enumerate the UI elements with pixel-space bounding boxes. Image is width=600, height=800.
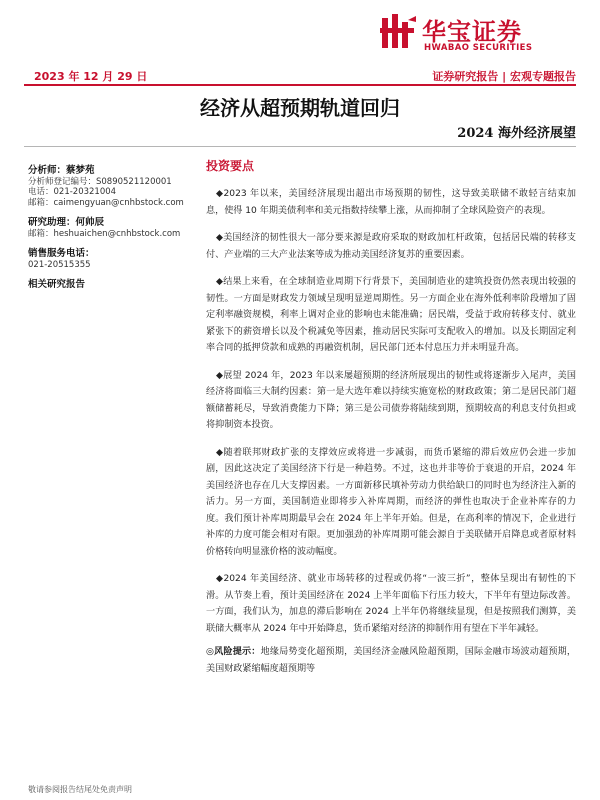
paragraph: ◆结果上来看，在全球制造业周期下行背景下，美国制造业的建筑投资仍然表现出较强的韧性。一方面是财政发力领域呈现明显逆周期性。另一方面企业在海外低利率阶段增加了固定利率融资规模，利率上调对企业的影响也未能准确；居民端，受益于政府转移支付、就业紧张下的薪资增长以及个税减免等因素，推动居民实际可支配收入的增加。以及长期固定利率合同的抵押贷款和成熟的再融资机制，居民部门还本付息压力并未明显升高。 (206, 277, 576, 353)
sales-label: 销售服务电话： (28, 248, 95, 259)
author-sidebar (28, 166, 188, 291)
risk-label: ◎风险提示： (206, 647, 261, 657)
paragraph: ◆展望 2024 年，2023 年以来屡超预期的经济所展现出的韧性或将逐渐步入尾声，美国经济将面临三大制约因素：第一是大选年难以持续实施宽松的财政政策；第二是居民部门超额储蓄耗尽，导致消费能力下降；第三是公司债券将陆续到期，预期较高的利息支付负担或将抑制资本投资。 (206, 370, 576, 430)
analyst-email[interactable]: 邮箱：caimengyuan@cnhbstock.com (28, 197, 184, 208)
huabao-logo-icon (378, 12, 418, 52)
analyst-phone: 电话：021-20321004 (28, 187, 117, 197)
paragraph: ◆随着联邦财政扩张的支撑效应或将进一步减弱，而货币紧缩的滞后效应仍会进一步加剧，因此这决定了美国经济下行是一种趋势。不过，这也并非等价于衰退的开启，2024 年美国经济也存在几大支撑因素。一方面新移民填补劳动力供给缺口的同时也为经济注入新的活力。另一方面，美国制造业即将步入补库周期，而经济的弹性也取决于企业补库存的力度。我们预计补库周期最早会在 2024 年上半年开始。但是，在高利率的情况下，企业进行补库的力度可能会相对有限。更加强劲的补库周期可能会源自于美联储开启降息或者原材料价格转向明显涨价格的波动幅度。 (206, 447, 576, 557)
report-subtitle: 2024 海外经济展望 (457, 126, 576, 141)
report-type: 证券研究报告 | 宏观专题报告 (432, 70, 576, 83)
risk-text: 地缘局势变化超预期，美国经济金融风险超预期，国际金融市场波动超预期，美国财政紧缩幅度超预期等 (206, 647, 576, 674)
disclaimer-footer: 敬请参阅报告结尾处免责声明 (28, 785, 132, 794)
assistant-name: 研究助理：何帅辰 (28, 217, 105, 228)
assistant-email[interactable]: 邮箱：heshuaichen@cnhbstock.com (28, 228, 181, 239)
risk-warning (206, 644, 576, 677)
logo-chinese-name: 华宝证券 (422, 18, 522, 46)
sales-phone: 021-20515355 (28, 259, 91, 270)
analyst-name: 分析师：蔡梦苑 (28, 165, 95, 176)
report-title: 经济从超预期轨道回归 (200, 96, 400, 120)
related-reports-heading: 相关研究报告 (28, 279, 86, 290)
paragraph: ◆美国经济的韧性很大一部分要来源是政府采取的财政加杠杆政策，包括居民端的转移支付、产业端的三大产业法案等成为推动美国经济复苏的重要因素。 (206, 233, 576, 260)
paragraph: ◆2024 年美国经济、就业市场转移的过程或仍将“一波三折”，整体呈现出有韧性的下滑。从节奏上看，预计美国经济在 2024 上半年面临下行压力较大，下半年有望边际改善。一方面，我们认为，加息的滞后影响在 2024 上半年仍将继续显现，但是按照我们测算，美联储大概率从 2024 年中开始降息，货币紧缩对经济的抑制作用有望在下半年减轻。 (206, 574, 576, 634)
report-date: 2023 年 12 月 29 日 (34, 70, 148, 83)
logo-english-name: HWABAO SECURITIES (424, 43, 533, 53)
section-title: 投资要点 (206, 159, 255, 173)
header-divider (24, 84, 576, 86)
company-logo (378, 10, 578, 58)
key-points-body (206, 186, 576, 648)
paragraph: ◆2023 年以来，美国经济展现出超出市场预期的韧性，这导致美联储不敢轻言结束加息，使得 10 年期美债利率和美元指数持续攀上涨，从而抑制了全球风险资产的表现。 (206, 189, 576, 216)
analyst-cert: 分析师登记编号：S0890521120001 (28, 176, 172, 187)
title-divider (24, 146, 576, 147)
